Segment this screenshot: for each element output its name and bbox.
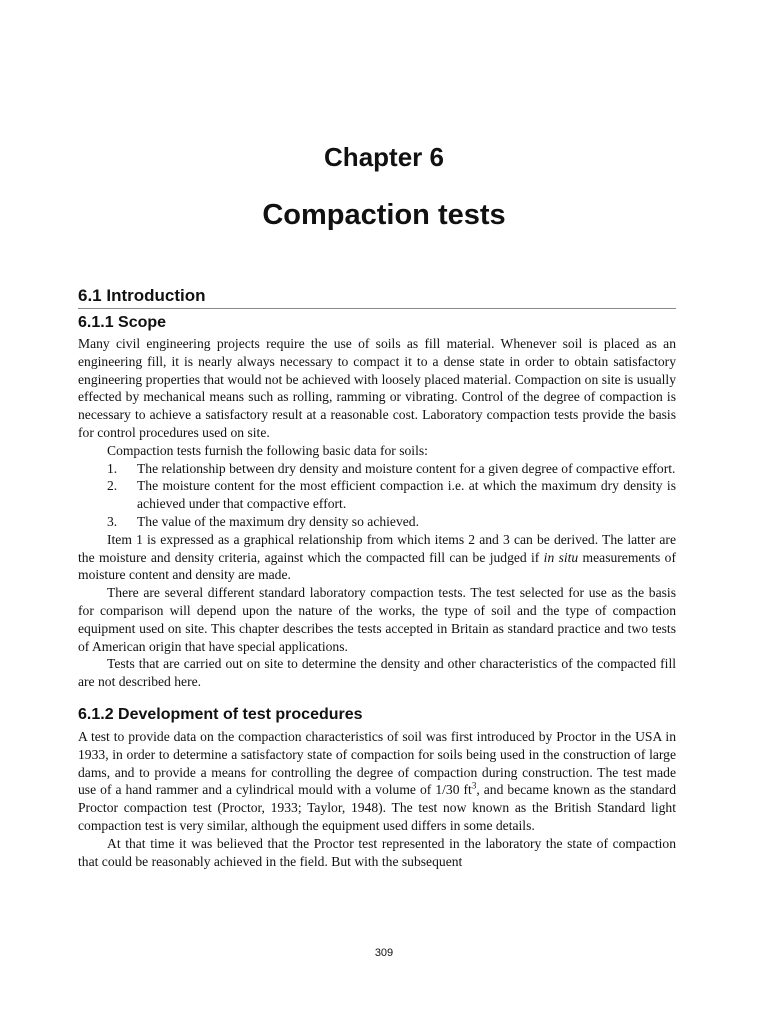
- scope-paragraph-5: Tests that are carried out on site to determine the density and other characteristics of the compacted fill are not described here.: [78, 656, 676, 690]
- body-content: [78, 285, 676, 870]
- subsection-heading-scope: 6.1.1 Scope: [78, 314, 167, 331]
- list-item: [78, 513, 676, 531]
- development-paragraph-2: At that time it was believed that the Proctor test represented in the laboratory the state of compaction that could be reasonably achieved in the field. But with the subsequent: [78, 835, 676, 869]
- development-paragraph-1: [78, 728, 676, 835]
- subsection-heading-development: 6.1.2 Development of test procedures: [78, 705, 363, 723]
- list-item-text: The relationship between dry density and moisture content for a given degree of compactive effort.: [137, 460, 676, 476]
- italic-term: in situ: [543, 549, 579, 565]
- list-item-number: 1.: [107, 460, 118, 476]
- chapter-label: Chapter 6: [324, 142, 444, 172]
- chapter-title: Compaction tests: [262, 199, 506, 231]
- list-item-text: The moisture content for the most efficient compaction i.e. at which the maximum dry density is achieved under that compactive effort.: [137, 478, 676, 512]
- list-item-number: 3.: [107, 513, 118, 529]
- paragraph-text: measurements of moisture content and density are made.: [78, 549, 676, 583]
- list-item-number: 2.: [107, 478, 118, 494]
- scope-paragraph-4: There are several different standard laboratory compaction tests. The test selected for use as the basis for comparison will depend upon the nature of the works, the type of soil and the type of compaction equipment used on site. This chapter describes the tests accepted in Britain as standard practice and two tests of American origin that have special applications.: [78, 585, 676, 654]
- paragraph-text: , and became known as the standard Proctor compaction test (Proctor, 1933; Taylor, 1948). The test now known as the British Standard light compaction test is very similar, although the equipment used differs in some details.: [78, 782, 676, 833]
- list-item-text: The value of the maximum dry density so achieved.: [137, 513, 419, 529]
- section-heading-introduction: 6.1 Introduction: [78, 285, 676, 309]
- scope-paragraph-3: [78, 531, 676, 584]
- list-item: [78, 460, 676, 478]
- page-number: 309: [374, 947, 394, 959]
- basic-data-list: [78, 460, 676, 531]
- superscript: 3: [471, 780, 477, 791]
- scope-paragraph-1: Many civil engineering projects require the use of soils as fill material. Whenever soil is placed as an engineering fill, it is nearly always necessary to compact it to a dense state in order to obtain satisfactory engineering properties that would not be achieved with loosely placed material. Compaction on site is usually effected by mechanical means such as rolling, ramming or vibrating. Control of the degree of compaction is necessary to achieve a satisfactory result at a reasonable cost. Laboratory compaction tests provide the basis for control procedures used on site.: [78, 336, 676, 440]
- list-item: [78, 477, 676, 513]
- paragraph-text: Item 1 is expressed as a graphical relationship from which items 2 and 3 can be derived. The latter are the moisture and density criteria, against which the compacted fill can be judged if: [78, 531, 676, 565]
- scope-paragraph-2: Compaction tests furnish the following basic data for soils:: [107, 442, 428, 458]
- paragraph-text: A test to provide data on the compaction characteristics of soil was first introduced by Proctor in the USA in 1933, in order to determine a satisfactory state of compaction for soils being used in the construction of large dams, and to provide a means for controlling the degree of compaction during construction. The test made use of a hand rammer and a cylindrical mould with a volume of 1/30 ft: [78, 728, 676, 798]
